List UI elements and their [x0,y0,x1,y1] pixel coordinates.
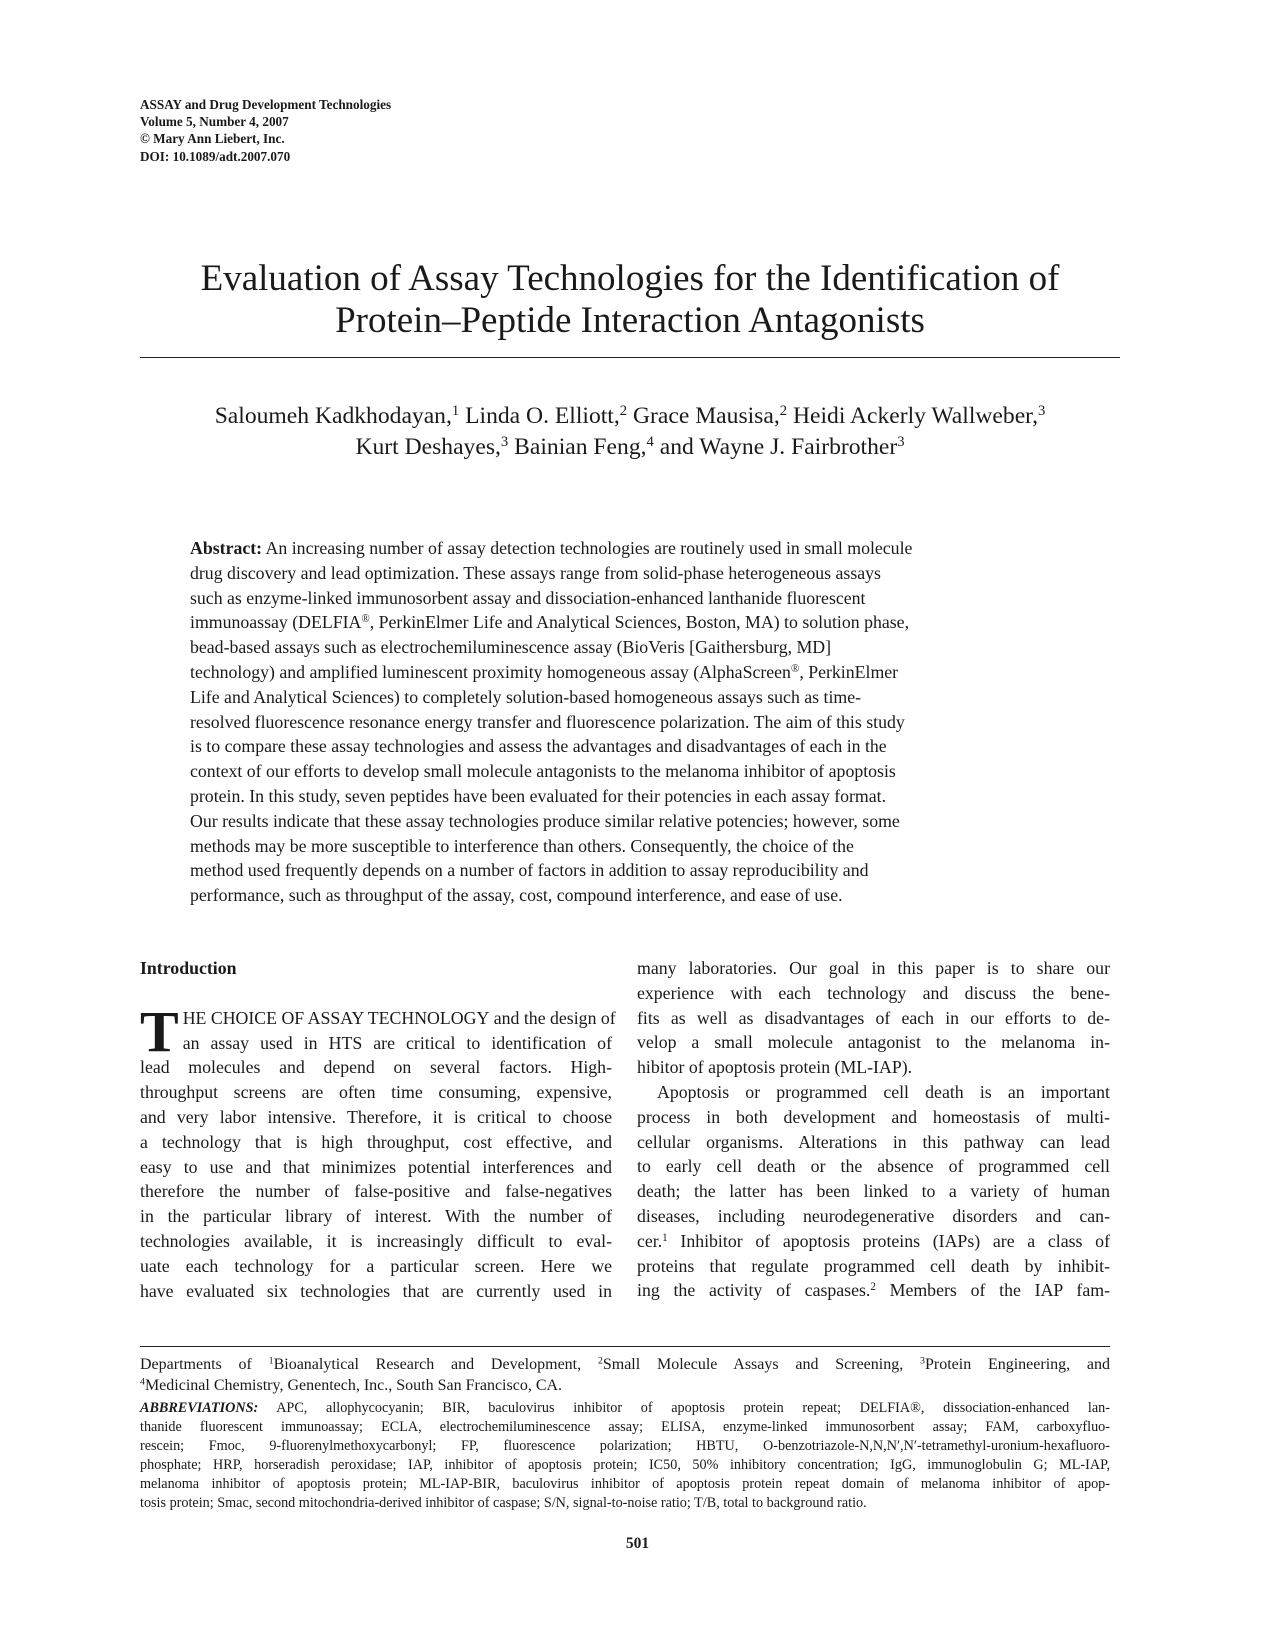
footnote-divider [140,1346,1110,1347]
abstract [190,536,912,908]
intro-right-column [637,956,1110,1303]
intro-left-column [140,956,616,1303]
author-affiliation-mark: 3 [1037,402,1046,419]
body-line: fits as well as disadvantages of each in our efforts to de- [637,1007,1110,1028]
abstract-line: methods may be more susceptible to interference than others. Consequently, the choice of the [190,835,854,856]
affiliations-footnote [140,1354,1110,1396]
body-line: proteins that regulate programmed cell death by inhibit- [637,1255,1110,1276]
registered-mark: ® [790,662,800,675]
body-line: a technology that is high throughput, cost effective, and [140,1131,612,1152]
abstract-line: Our results indicate that these assay technologies produce similar relative potencies; however, some [190,810,900,831]
body-line: therefore the number of false-positive and false-negatives [140,1181,612,1202]
body-line: hibitor of apoptosis protein (ML-IAP). [637,1057,913,1078]
body-line: throughput screens are often time consuming, expensive, [140,1082,612,1103]
abstract-line: Life and Analytical Sciences) to completely solution-based homogeneous assays such as time- [190,686,862,707]
abstract-line: context of our efforts to develop small molecule antagonists to the melanoma inhibitor of apoptosis [190,761,896,782]
body-line: have evaluated six technologies that are currently used in [140,1280,612,1301]
article-title [140,258,1120,342]
body-line: Apoptosis or programmed cell death is an important [657,1081,1110,1102]
author-name: Saloumeh Kadkhodayan, [214,403,452,429]
abbreviations-line: ABBREVIATIONS: APC, allophycocyanin; BIR, baculovirus inhibitor of apoptosis protein repeat; DELFIA®, dissociation-enhanced lan- [140,1400,1110,1416]
citation-ref: 2 [870,1281,876,1294]
author-line-2 [140,432,1120,463]
abbreviations-line: thanide fluorescent immunoassay; ECLA, electrochemiluminescence assay; ELISA, enzyme-linked immunosorbent assay; FAM, carboxyfluo- [140,1418,1110,1435]
body-line: diseases, including neurodegenerative disorders and can- [637,1205,1110,1226]
body-line: an assay used in HTS are critical to identification of [182,1032,612,1053]
author-list [140,401,1120,463]
author-affiliation-mark: 2 [779,402,788,419]
abstract-label: Abstract: [190,538,263,558]
body-line: cer.$^1$ Inhibitor of apoptosis proteins (IAPs) are a class of [637,1230,1110,1251]
abbreviations-line: rescein; Fmoc, 9-fluorenylmethoxycarbonyl; FP, fluorescence polarization; HBTU, O-benzotriazole-N,N,N′,N′-tetramethyl-uronium-hexafluoro- [140,1437,1110,1454]
journal-doi: DOI: 10.1089/adt.2007.070 [140,148,291,164]
author-affiliation-mark: 4 [646,433,654,450]
author-name: and Wayne J. Fairbrother [659,434,898,460]
body-line: ing the activity of caspases.$^2$ Members of the IAP fam- [637,1280,1110,1301]
body-line: experience with each technology and discuss the bene- [637,982,1110,1003]
body-line: and very labor intensive. Therefore, it is critical to choose [140,1106,612,1127]
body-line: easy to use and that minimizes potential interferences and [140,1156,612,1177]
abstract-line: is to compare these assay technologies and assess the advantages and disadvantages of each in the [190,736,887,757]
author-affiliation-mark: 1 [451,402,460,419]
abbreviations-line: tosis protein; Smac, second mitochondria-derived inhibitor of caspase; S/N, signal-to-noise ratio; T/B, total to background ratio. [140,1494,867,1511]
abstract-line: immunoassay (DELFIA®, PerkinElmer Life and Analytical Sciences, Boston, MA) to solution phase, [190,612,910,633]
abstract-line: drug discovery and lead optimization. These assays range from solid-phase heterogeneous assays [190,562,881,583]
page-number: 501 [625,1535,650,1552]
abstract-line: method used frequently depends on a number of factors in addition to assay reproducibility and [190,860,869,881]
small-caps-lead: HE CHOICE OF ASSAY TECHNOLOGY [182,1007,490,1028]
author-name: Linda O. Elliott, [465,403,620,429]
author-name: Kurt Deshayes, [355,434,501,460]
author-line-1 [140,401,1120,432]
body-line: uate each technology for a particular screen. Here we [140,1255,612,1276]
body-line: death; the latter has been linked to a variety of human [637,1181,1110,1202]
citation-ref: 1 [662,1231,668,1244]
footnote-line: $^4$Medicinal Chemistry, Genentech, Inc., South San Francisco, CA. [140,1376,563,1394]
author-affiliation-mark: 2 [619,402,628,419]
abstract-line: technology) and amplified luminescent proximity homogeneous assay (AlphaScreen®, PerkinElmer [190,661,899,682]
author-affiliation-mark: 3 [897,433,905,450]
body-line: lead molecules and depend on several factors. High- [140,1057,612,1078]
body-line: in the particular library of interest. With the number of [140,1206,612,1227]
footnote-line: Departments of $^1$Bioanalytical Research and Development, $^2$Small Molecule Assays and Screening, $^3$Protein Engineering, and [140,1355,1111,1373]
author-name: Heidi Ackerly Wallweber, [792,403,1038,429]
body-line: velop a small molecule antagonist to the melanoma in- [637,1032,1110,1053]
journal-volume: Volume 5, Number 4, 2007 [140,114,289,130]
drop-cap: T [140,998,179,1064]
body-line: cellular organisms. Alterations in this pathway can lead [637,1131,1110,1152]
title-line-1: Evaluation of Assay Technologies for the Identification of [200,258,1060,299]
journal-header [140,96,391,165]
abstract-line: performance, such as throughput of the assay, cost, compound interference, and ease of use. [190,885,843,906]
abstract-line: protein. In this study, seven peptides have been evaluated for their potencies in each assay format. [190,785,887,806]
abstract-line: such as enzyme-linked immunosorbent assay and dissociation-enhanced lanthanide fluorescent [190,587,866,608]
body-line: many laboratories. Our goal in this paper is to share our [637,958,1110,978]
journal-copyright: © Mary Ann Liebert, Inc. [140,131,285,147]
body-line: process in both development and homeostasis of multi- [637,1106,1110,1127]
body-line: technologies available, it is increasingly difficult to eval- [140,1230,612,1251]
abbreviations-line: phosphate; HRP, horseradish peroxidase; IAP, inhibitor of apoptosis protein; IC50, 50% inhibitory concentration; IgG, immunoglobulin G; ML-IAP, [140,1456,1110,1473]
registered-mark: ® [361,613,370,626]
title-divider [140,357,1120,358]
body-line: to early cell death or the absence of programmed cell [637,1156,1110,1177]
journal-name: ASSAY and Drug Development Technologies [140,97,392,112]
abstract-line: resolved fluorescence resonance energy transfer and fluorescence polarization. The aim of this study [190,711,905,732]
author-name: Bainian Feng, [514,434,647,460]
abstract-line: Abstract: An increasing number of assay detection technologies are routinely used in small molecule [190,538,913,558]
title-line-2: Protein–Peptide Interaction Antagonists [335,300,925,341]
abbreviations-footnote [140,1399,1110,1512]
author-name: Grace Mausisa, [632,403,780,429]
author-affiliation-mark: 3 [500,433,509,450]
abbreviations-line: melanoma inhibitor of apoptosis protein; ML-IAP-BIR, baculovirus inhibitor of apoptosis protein repeat domain of melanoma inhibitor of apop- [140,1475,1110,1492]
section-heading-introduction: Introduction [140,958,237,978]
body-line: HE CHOICE OF ASSAY TECHNOLOGY and the design of [182,1007,616,1028]
abstract-line: bead-based assays such as electrochemiluminescence assay (BioVeris [Gaithersburg, MD] [190,637,832,658]
abbreviations-label: ABBREVIATIONS: [140,1400,259,1416]
